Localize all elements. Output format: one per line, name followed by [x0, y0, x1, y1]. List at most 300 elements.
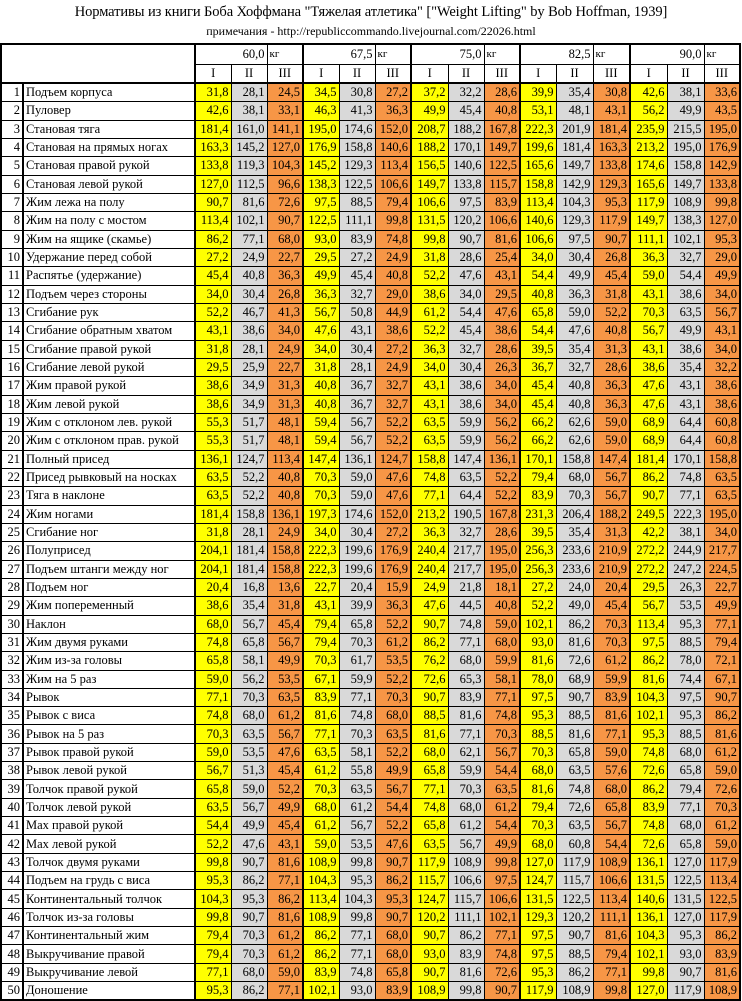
standard-value-grade-3: 68,0 [375, 707, 411, 725]
standard-value-grade-2: 86,2 [556, 963, 593, 981]
standard-value-grade-3: 152,0 [375, 120, 411, 138]
standard-value-grade-2: 59,0 [556, 303, 593, 321]
standard-value-grade-2: 54,4 [448, 303, 484, 321]
standard-value-grade-1: 31,8 [411, 248, 448, 266]
standard-value-grade-3: 181,4 [593, 120, 630, 138]
standard-value-grade-1: 36,7 [520, 358, 556, 376]
standard-value-grade-3: 58,1 [484, 670, 520, 688]
standard-value-grade-2: 149,7 [667, 175, 704, 193]
row-number: 13 [1, 303, 23, 321]
table-row [1, 303, 740, 321]
standard-value-grade-2: 59,9 [448, 413, 484, 431]
exercise-name: Жим с отклоном лев. рукой [23, 413, 195, 431]
standard-value-grade-3: 56,2 [484, 432, 520, 450]
row-number: 14 [1, 322, 23, 340]
row-number: 10 [1, 248, 23, 266]
standard-value-grade-1: 97,5 [520, 945, 556, 963]
standard-value-grade-2: 53,5 [231, 743, 267, 761]
standard-value-grade-2: 68,0 [667, 743, 704, 761]
grade-header-3: III [484, 65, 520, 84]
standard-value-grade-1: 83,9 [303, 688, 339, 706]
standard-value-grade-1: 124,7 [520, 872, 556, 890]
standard-value-grade-3: 176,9 [375, 560, 411, 578]
standard-value-grade-2: 32,7 [339, 285, 375, 303]
standard-value-grade-1: 213,2 [411, 505, 448, 523]
weight-class-unit: кг [484, 44, 520, 65]
standard-value-grade-1: 63,5 [303, 743, 339, 761]
standard-value-grade-3: 63,5 [484, 780, 520, 798]
standard-value-grade-1: 34,0 [411, 358, 448, 376]
row-number: 44 [1, 872, 23, 890]
standard-value-grade-2: 46,7 [231, 303, 267, 321]
standard-value-grade-2: 102,1 [667, 230, 704, 248]
standard-value-grade-1: 37,2 [411, 83, 448, 102]
standard-value-grade-1: 31,8 [195, 523, 231, 541]
standard-value-grade-1: 204,1 [195, 542, 231, 560]
standard-value-grade-2: 53,5 [339, 835, 375, 853]
grade-header-2: II [339, 65, 375, 84]
standard-value-grade-1: 93,0 [520, 633, 556, 651]
standard-value-grade-3: 24,5 [267, 83, 303, 102]
standard-value-grade-2: 174,6 [339, 120, 375, 138]
standard-value-grade-1: 27,2 [195, 248, 231, 266]
standard-value-grade-2: 122,5 [667, 872, 704, 890]
standard-value-grade-1: 102,1 [630, 945, 667, 963]
exercise-name: Становая на прямых ногах [23, 138, 195, 156]
standard-value-grade-1: 77,1 [195, 963, 231, 981]
standard-value-grade-2: 65,3 [448, 670, 484, 688]
standard-value-grade-2: 88,5 [556, 707, 593, 725]
standard-value-grade-1: 90,7 [195, 193, 231, 211]
standard-value-grade-3: 147,4 [593, 450, 630, 468]
standard-value-grade-3: 41,3 [267, 303, 303, 321]
standard-value-grade-2: 88,5 [667, 725, 704, 743]
standard-value-grade-1: 249,5 [630, 505, 667, 523]
standard-value-grade-1: 163,3 [195, 138, 231, 156]
standard-value-grade-2: 30,4 [231, 285, 267, 303]
standard-value-grade-3: 140,6 [375, 138, 411, 156]
standard-value-grade-3: 47,6 [484, 303, 520, 321]
standard-value-grade-3: 195,0 [484, 560, 520, 578]
table-row [1, 652, 740, 670]
standard-value-grade-3: 22,7 [704, 578, 740, 596]
standard-value-grade-1: 43,1 [411, 395, 448, 413]
standard-value-grade-3: 52,2 [375, 743, 411, 761]
standard-value-grade-1: 68,0 [411, 743, 448, 761]
standard-value-grade-3: 65,8 [593, 798, 630, 816]
standard-value-grade-3: 30,8 [593, 83, 630, 102]
standard-value-grade-3: 68,0 [375, 945, 411, 963]
standard-value-grade-1: 68,0 [195, 615, 231, 633]
standard-value-grade-1: 81,6 [630, 670, 667, 688]
standard-value-grade-3: 79,4 [593, 945, 630, 963]
standard-value-grade-2: 28,6 [448, 248, 484, 266]
standard-value-grade-1: 240,4 [411, 560, 448, 578]
standard-value-grade-1: 65,8 [520, 303, 556, 321]
standard-value-grade-1: 76,2 [411, 652, 448, 670]
row-number: 41 [1, 817, 23, 835]
standard-value-grade-3: 68,0 [593, 780, 630, 798]
standard-value-grade-2: 86,2 [231, 982, 267, 1001]
standard-value-grade-1: 90,7 [411, 963, 448, 981]
standard-value-grade-1: 95,3 [195, 872, 231, 890]
standard-value-grade-3: 70,3 [375, 688, 411, 706]
standard-value-grade-2: 51,7 [231, 432, 267, 450]
standard-value-grade-3: 59,0 [593, 413, 630, 431]
standard-value-grade-3: 28,6 [593, 358, 630, 376]
standard-value-grade-3: 40,8 [375, 267, 411, 285]
standard-value-grade-2: 35,4 [556, 523, 593, 541]
standard-value-grade-1: 222,3 [303, 560, 339, 578]
standard-value-grade-2: 49,9 [667, 102, 704, 120]
table-row [1, 450, 740, 468]
standard-value-grade-3: 53,5 [267, 670, 303, 688]
exercise-name: Подъем корпуса [23, 83, 195, 102]
standard-value-grade-2: 56,7 [231, 615, 267, 633]
standard-value-grade-3: 43,1 [267, 835, 303, 853]
standard-value-grade-2: 28,1 [339, 358, 375, 376]
standard-value-grade-2: 90,7 [448, 230, 484, 248]
standard-value-grade-3: 163,3 [593, 138, 630, 156]
standard-value-grade-2: 40,8 [556, 395, 593, 413]
standard-value-grade-1: 129,3 [520, 908, 556, 926]
standard-value-grade-2: 72,6 [556, 798, 593, 816]
standard-value-grade-3: 26,3 [484, 358, 520, 376]
standard-value-grade-3: 72,6 [484, 963, 520, 981]
standard-value-grade-2: 86,2 [448, 927, 484, 945]
standard-value-grade-1: 70,3 [520, 817, 556, 835]
standard-value-grade-1: 165,6 [520, 157, 556, 175]
standard-value-grade-1: 117,9 [630, 193, 667, 211]
exercise-name: Становая тяга [23, 120, 195, 138]
standard-value-grade-2: 70,3 [448, 780, 484, 798]
standard-value-grade-3: 49,9 [704, 597, 740, 615]
standard-value-grade-3: 52,2 [375, 615, 411, 633]
standard-value-grade-2: 28,1 [231, 340, 267, 358]
standard-value-grade-1: 136,1 [195, 450, 231, 468]
standard-value-grade-2: 74,8 [556, 780, 593, 798]
standard-value-grade-2: 90,7 [231, 853, 267, 871]
standard-value-grade-3: 99,8 [704, 193, 740, 211]
standard-value-grade-3: 63,5 [267, 688, 303, 706]
standard-value-grade-1: 272,2 [630, 560, 667, 578]
grade-header-1: I [520, 65, 556, 84]
standard-value-grade-3: 95,3 [704, 230, 740, 248]
standard-value-grade-2: 90,7 [231, 908, 267, 926]
table-row [1, 487, 740, 505]
standard-value-grade-3: 106,6 [484, 212, 520, 230]
standard-value-grade-2: 206,4 [556, 505, 593, 523]
standard-value-grade-1: 77,1 [195, 688, 231, 706]
standard-value-grade-2: 111,1 [448, 908, 484, 926]
table-row [1, 377, 740, 395]
standard-value-grade-2: 26,3 [667, 578, 704, 596]
standard-value-grade-1: 86,2 [630, 652, 667, 670]
exercise-name: Полуприсед [23, 542, 195, 560]
standard-value-grade-3: 158,8 [704, 450, 740, 468]
row-number: 11 [1, 267, 23, 285]
standard-value-grade-3: 86,2 [375, 872, 411, 890]
standard-value-grade-3: 102,1 [484, 908, 520, 926]
row-number: 27 [1, 560, 23, 578]
standard-value-grade-1: 59,0 [630, 267, 667, 285]
standard-value-grade-1: 158,8 [520, 175, 556, 193]
standard-value-grade-2: 35,4 [667, 358, 704, 376]
standard-value-grade-1: 222,3 [303, 542, 339, 560]
standard-value-grade-3: 59,0 [593, 432, 630, 450]
standard-value-grade-3: 72,1 [704, 652, 740, 670]
standard-value-grade-2: 56,7 [339, 817, 375, 835]
standard-value-grade-2: 158,8 [339, 138, 375, 156]
grade-header-1: I [195, 65, 231, 84]
standard-value-grade-2: 60,8 [556, 835, 593, 853]
standard-value-grade-1: 181,4 [195, 505, 231, 523]
standard-value-grade-2: 68,0 [231, 963, 267, 981]
standard-value-grade-1: 72,6 [630, 762, 667, 780]
standard-value-grade-1: 24,9 [411, 578, 448, 596]
standard-value-grade-3: 72,6 [704, 780, 740, 798]
standard-value-grade-3: 133,8 [704, 175, 740, 193]
standard-value-grade-3: 34,0 [484, 377, 520, 395]
row-number: 15 [1, 340, 23, 358]
standard-value-grade-2: 83,9 [448, 945, 484, 963]
standard-value-grade-1: 97,5 [520, 927, 556, 945]
standard-value-grade-2: 90,7 [667, 963, 704, 981]
standard-value-grade-2: 39,9 [339, 597, 375, 615]
standard-value-grade-1: 113,4 [195, 212, 231, 230]
standard-value-grade-2: 43,1 [667, 377, 704, 395]
exercise-name: Выкручивание правой [23, 945, 195, 963]
standard-value-grade-3: 28,6 [484, 340, 520, 358]
standard-value-grade-3: 158,8 [267, 560, 303, 578]
standard-value-grade-1: 66,2 [520, 432, 556, 450]
standard-value-grade-2: 45,4 [448, 322, 484, 340]
row-number: 9 [1, 230, 23, 248]
table-row [1, 175, 740, 193]
standard-value-grade-3: 111,1 [593, 908, 630, 926]
standard-value-grade-3: 52,2 [375, 817, 411, 835]
standard-value-grade-2: 93,0 [667, 945, 704, 963]
standard-value-grade-1: 97,5 [630, 633, 667, 651]
standard-value-grade-1: 56,7 [630, 597, 667, 615]
standard-value-grade-1: 104,3 [195, 890, 231, 908]
weight-class-value: 82,5 [556, 44, 593, 65]
standard-value-grade-3: 117,9 [593, 212, 630, 230]
standard-value-grade-3: 47,6 [267, 743, 303, 761]
standard-value-grade-2: 233,6 [556, 560, 593, 578]
standard-value-grade-3: 59,0 [484, 615, 520, 633]
standard-value-grade-3: 49,9 [375, 762, 411, 780]
standard-value-grade-3: 113,4 [593, 890, 630, 908]
standard-value-grade-2: 99,8 [339, 908, 375, 926]
standard-value-grade-3: 167,8 [484, 120, 520, 138]
standard-value-grade-2: 63,5 [339, 780, 375, 798]
standard-value-grade-1: 45,4 [520, 377, 556, 395]
standard-value-grade-1: 38,6 [195, 395, 231, 413]
standard-value-grade-2: 181,4 [556, 138, 593, 156]
standard-value-grade-2: 181,4 [231, 542, 267, 560]
row-number: 1 [1, 83, 23, 102]
standard-value-grade-3: 136,1 [267, 505, 303, 523]
table-row [1, 230, 740, 248]
standard-value-grade-2: 61,2 [339, 798, 375, 816]
standard-value-grade-1: 47,6 [630, 395, 667, 413]
standard-value-grade-3: 74,8 [484, 707, 520, 725]
standard-value-grade-2: 77,1 [448, 725, 484, 743]
standard-value-grade-2: 34,0 [448, 285, 484, 303]
exercise-name: Мах правой рукой [23, 817, 195, 835]
table-row [1, 340, 740, 358]
standard-value-grade-3: 113,4 [704, 872, 740, 890]
standard-value-grade-1: 54,4 [195, 817, 231, 835]
standard-value-grade-3: 40,8 [484, 597, 520, 615]
standard-value-grade-3: 24,9 [267, 340, 303, 358]
standard-value-grade-1: 70,3 [303, 652, 339, 670]
standard-value-grade-1: 59,4 [303, 413, 339, 431]
standard-value-grade-1: 43,1 [630, 340, 667, 358]
exercise-name: Жим правой рукой [23, 377, 195, 395]
standard-value-grade-3: 49,9 [704, 267, 740, 285]
standard-value-grade-3: 90,7 [484, 982, 520, 1001]
standard-value-grade-2: 32,7 [448, 340, 484, 358]
standard-value-grade-3: 20,4 [593, 578, 630, 596]
standard-value-grade-1: 140,6 [520, 212, 556, 230]
standard-value-grade-2: 56,7 [339, 432, 375, 450]
standard-value-grade-2: 32,7 [556, 358, 593, 376]
standard-value-grade-1: 90,7 [630, 487, 667, 505]
standard-value-grade-3: 60,8 [704, 432, 740, 450]
row-number: 39 [1, 780, 23, 798]
standard-value-grade-3: 26,8 [267, 285, 303, 303]
standard-value-grade-3: 117,9 [704, 853, 740, 871]
standard-value-grade-2: 70,3 [231, 945, 267, 963]
standard-value-grade-3: 34,0 [267, 322, 303, 340]
table-row [1, 908, 740, 926]
standard-value-grade-3: 54,4 [484, 762, 520, 780]
standard-value-grade-3: 122,5 [484, 157, 520, 175]
standard-value-grade-1: 70,3 [303, 468, 339, 486]
standard-value-grade-2: 30,4 [339, 340, 375, 358]
exercise-name: Тяга в наклоне [23, 487, 195, 505]
standard-value-grade-3: 38,6 [704, 395, 740, 413]
table-row [1, 212, 740, 230]
standard-value-grade-3: 29,5 [484, 285, 520, 303]
standard-value-grade-2: 83,9 [339, 230, 375, 248]
exercise-name: Толчок из-за головы [23, 908, 195, 926]
standard-value-grade-3: 34,0 [704, 523, 740, 541]
standard-value-grade-1: 104,3 [630, 927, 667, 945]
standard-value-grade-2: 56,7 [231, 798, 267, 816]
exercise-name: Жим лежа на полу [23, 193, 195, 211]
standard-value-grade-1: 222,3 [520, 120, 556, 138]
standard-value-grade-1: 78,0 [520, 670, 556, 688]
standard-value-grade-2: 52,2 [231, 468, 267, 486]
table-row [1, 322, 740, 340]
standard-value-grade-3: 22,7 [267, 358, 303, 376]
standard-value-grade-1: 74,8 [195, 707, 231, 725]
standard-value-grade-1: 106,6 [411, 193, 448, 211]
standard-value-grade-3: 97,5 [484, 872, 520, 890]
standard-value-grade-1: 43,1 [195, 322, 231, 340]
standard-value-grade-2: 99,8 [339, 853, 375, 871]
standard-value-grade-2: 59,9 [339, 670, 375, 688]
standard-value-grade-3: 40,8 [267, 468, 303, 486]
standard-value-grade-1: 70,3 [303, 487, 339, 505]
standard-value-grade-3: 61,2 [375, 633, 411, 651]
standard-value-grade-1: 108,9 [411, 982, 448, 1001]
standard-value-grade-1: 52,2 [195, 835, 231, 853]
standard-value-grade-2: 65,8 [339, 615, 375, 633]
standard-value-grade-3: 44,9 [375, 303, 411, 321]
standard-value-grade-3: 33,6 [704, 83, 740, 102]
standard-value-grade-1: 29,5 [630, 578, 667, 596]
standard-value-grade-1: 93,0 [303, 230, 339, 248]
standard-value-grade-1: 213,2 [630, 138, 667, 156]
standard-value-grade-2: 88,5 [667, 633, 704, 651]
standard-value-grade-2: 38,6 [667, 285, 704, 303]
standard-value-grade-1: 55,3 [195, 432, 231, 450]
standard-value-grade-2: 81,6 [556, 725, 593, 743]
standard-value-grade-3: 152,0 [375, 505, 411, 523]
standard-value-grade-2: 88,5 [339, 193, 375, 211]
standard-value-grade-3: 32,7 [375, 395, 411, 413]
standard-value-grade-2: 28,1 [231, 523, 267, 541]
standard-value-grade-2: 48,1 [556, 102, 593, 120]
standard-value-grade-1: 54,4 [520, 322, 556, 340]
row-number: 25 [1, 523, 23, 541]
standard-value-grade-3: 90,7 [375, 908, 411, 926]
row-number: 40 [1, 798, 23, 816]
standard-value-grade-3: 25,4 [484, 248, 520, 266]
standard-value-grade-3: 38,6 [375, 322, 411, 340]
standard-value-grade-1: 81,6 [520, 780, 556, 798]
standard-value-grade-3: 95,3 [375, 890, 411, 908]
standard-value-grade-3: 81,6 [267, 853, 303, 871]
standard-value-grade-3: 52,2 [375, 432, 411, 450]
standard-value-grade-2: 95,3 [667, 615, 704, 633]
standard-value-grade-2: 25,9 [231, 358, 267, 376]
standard-value-grade-1: 79,4 [520, 798, 556, 816]
standard-value-grade-1: 81,6 [520, 652, 556, 670]
row-number: 50 [1, 982, 23, 1001]
table-row [1, 138, 740, 156]
standard-value-grade-3: 56,7 [593, 468, 630, 486]
standard-value-grade-1: 38,6 [195, 377, 231, 395]
standard-value-grade-3: 77,1 [484, 688, 520, 706]
standard-value-grade-2: 120,2 [556, 908, 593, 926]
standard-value-grade-1: 77,1 [303, 725, 339, 743]
exercise-name: Жим на 5 раз [23, 670, 195, 688]
standard-value-grade-3: 56,7 [375, 780, 411, 798]
standard-value-grade-1: 174,6 [630, 157, 667, 175]
standard-value-grade-3: 52,2 [267, 780, 303, 798]
table-row [1, 798, 740, 816]
standard-value-grade-1: 99,8 [195, 853, 231, 871]
standard-value-grade-2: 35,4 [231, 597, 267, 615]
standard-value-grade-2: 222,3 [667, 505, 704, 523]
row-number: 49 [1, 963, 23, 981]
standard-value-grade-1: 147,4 [303, 450, 339, 468]
standard-value-grade-2: 34,9 [231, 377, 267, 395]
standard-value-grade-1: 49,9 [303, 267, 339, 285]
row-number: 29 [1, 597, 23, 615]
standard-value-grade-1: 124,7 [411, 890, 448, 908]
standard-value-grade-1: 113,4 [303, 890, 339, 908]
standard-value-grade-2: 59,0 [231, 780, 267, 798]
standard-value-grade-1: 102,1 [630, 707, 667, 725]
exercise-name: Рывок на 5 раз [23, 725, 195, 743]
standard-value-grade-1: 27,2 [520, 578, 556, 596]
